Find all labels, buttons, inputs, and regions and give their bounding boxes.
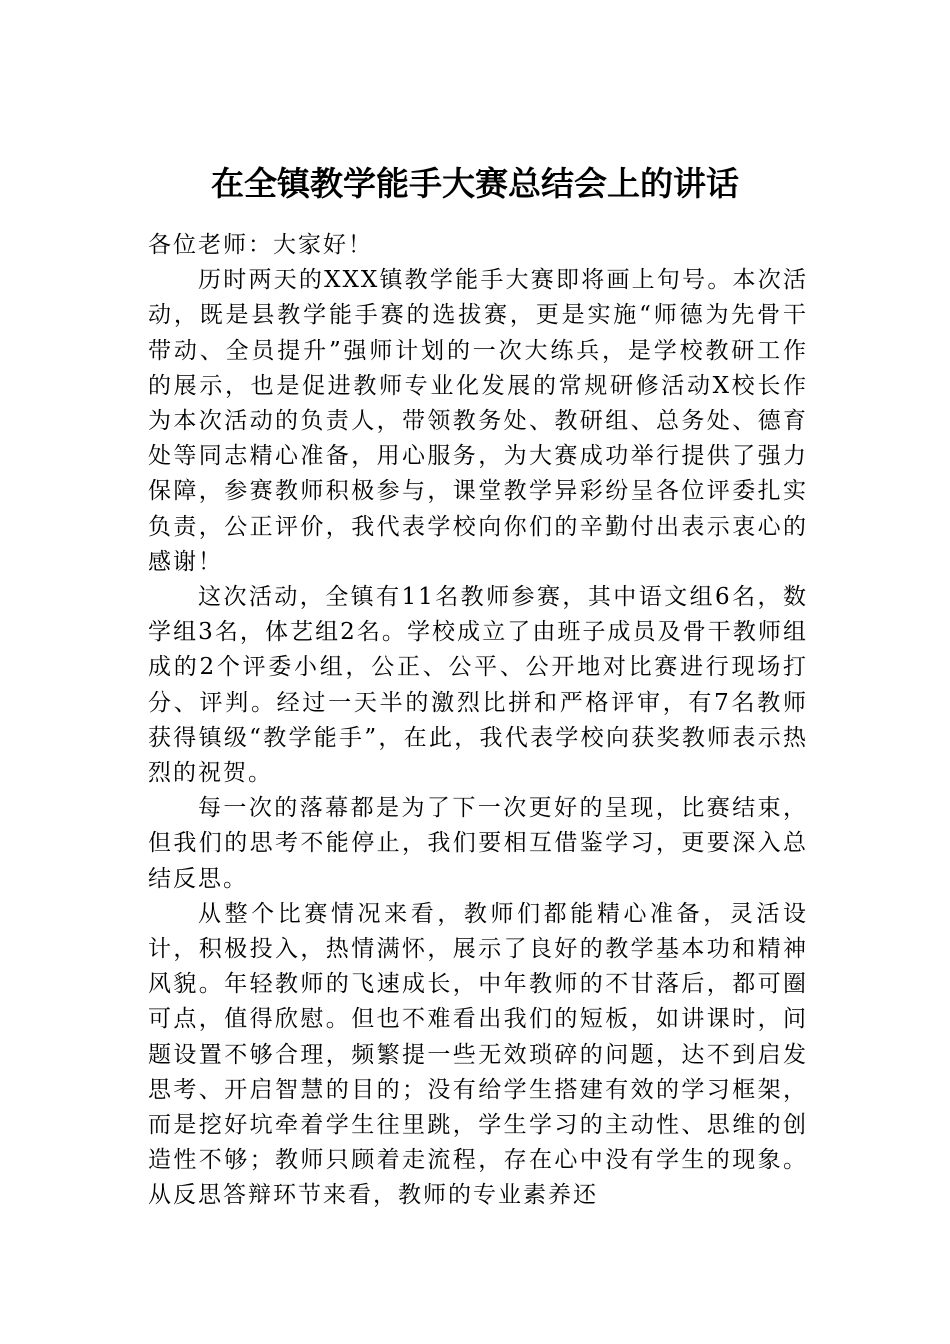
paragraph-4: 从整个比赛情况来看，教师们都能精心准备，灵活设计，积极投入，热情满怀，展示了良好的教学基本功和精神风貌。年轻教师的飞速成长，中年教师的不甘落后，都可圈可点，值得欣慰。但也不难看出我们的短板，如讲课时，问题设置不够合理，频繁提一些无效琐碎的问题，达不到启发思考、开启智慧的目的；没有给学生搭建有效的学习框架，而是挖好坑牵着学生往里跳，学生学习的主动性、思维的创造性不够；教师只顾着走流程，存在心中没有学生的现象。从反思答辩环节来看，教师的专业素养还: [148, 900, 808, 1209]
paragraph-1: 历时两天的XXX镇教学能手大赛即将画上句号。本次活动，既是县教学能手赛的选拔赛，更是实施“师德为先骨干带动、全员提升”强师计划的一次大练兵，是学校教研工作的展示，也是促进教师专业化发展的常规研修活动X校长作为本次活动的负责人，带领教务处、教研组、总务处、德育处等同志精心准备，用心服务，为大赛成功举行提供了强力保障，参赛教师积极参与，课堂教学异彩纷呈各位评委扎实负责，公正评价，我代表学校向你们的辛勤付出表示衷心的感谢！: [148, 267, 808, 575]
document-body: [148, 228, 808, 1214]
document-title: 在全镇教学能手大赛总结会上的讲话: [211, 164, 739, 203]
paragraph-3: 每一次的落幕都是为了下一次更好的呈现，比赛结束，但我们的思考不能停止，我们要相互借鉴学习，更要深入总结反思。: [148, 795, 808, 892]
paragraph-2: 这次活动，全镇有11名教师参赛，其中语文组6名，数学组3名，体艺组2名。学校成立了由班子成员及骨干教师组成的2个评委小组，公正、公平、公开地对比赛进行现场打分、评判。经过一天半的激烈比拼和严格评审，有7名教师获得镇级“教学能手”，在此，我代表学校向获奖教师表示热烈的祝贺。: [148, 584, 808, 787]
salutation: 各位老师：大家好！: [148, 232, 373, 258]
